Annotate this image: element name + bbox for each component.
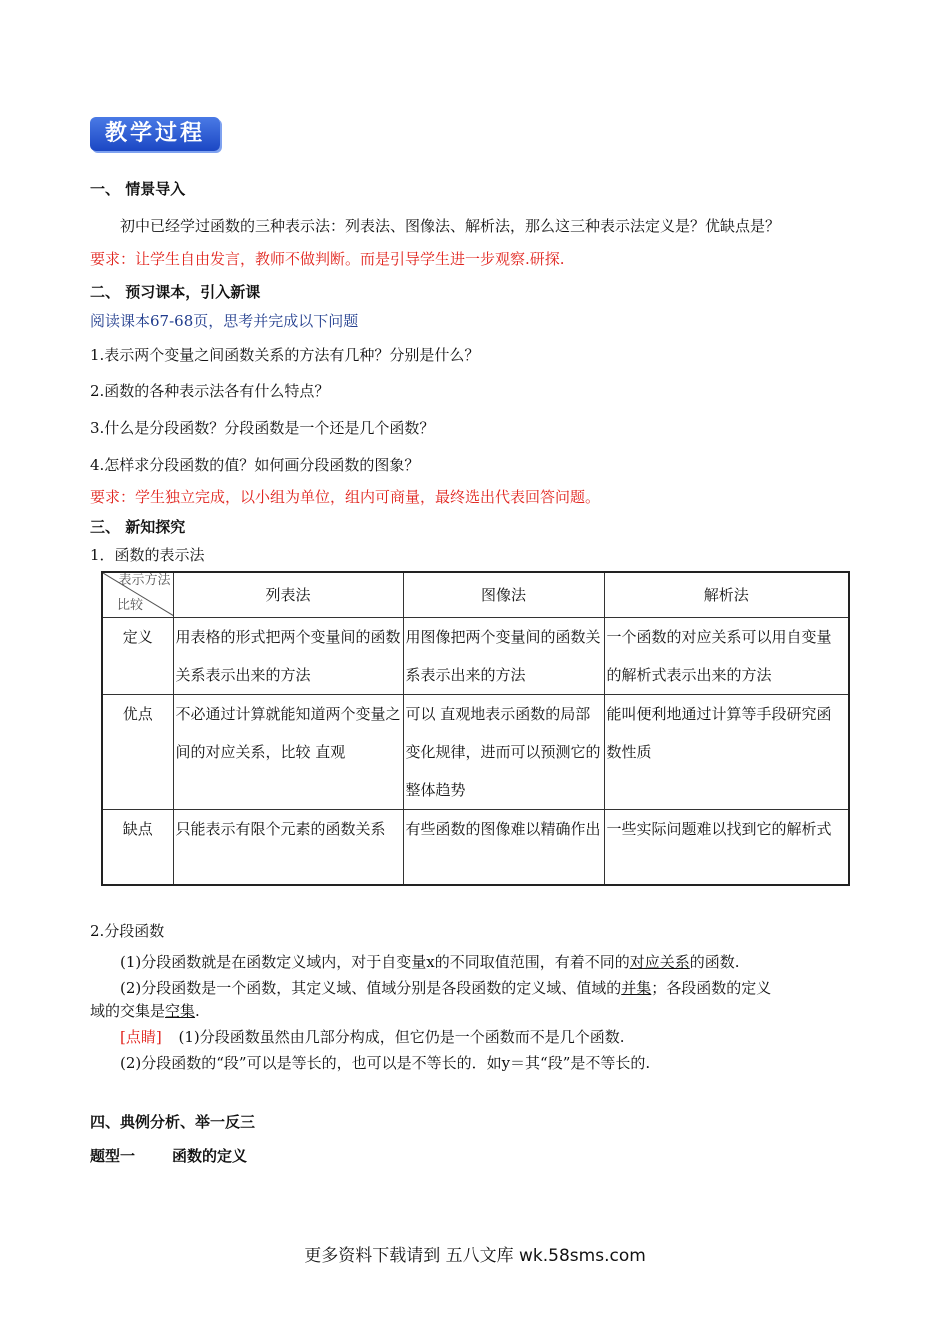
corner-bottom-label: 比较	[117, 598, 144, 613]
text: ；各段函数的定义	[651, 979, 772, 997]
text: 的函数.	[689, 953, 740, 971]
table-cell: 一些实际问题难以找到它的解析式	[604, 809, 849, 885]
table-cell: 不必通过计算就能知道两个变量之间的对应关系，比较 直观	[173, 694, 403, 809]
section-banner: 教学过程	[90, 117, 220, 151]
term-empty-set: 空集	[165, 1002, 196, 1020]
row-label-advantages: 优点	[102, 694, 173, 809]
table-cell: 能叫便利地通过计算等手段研究函数性质	[604, 694, 849, 809]
problem-type-name: 函数的定义	[172, 1147, 248, 1165]
table-corner-cell	[102, 572, 173, 617]
table-row	[102, 809, 849, 885]
table-cell: 可以 直观地表示函数的局部变化规律，进而可以预测它的整体趋势	[403, 694, 604, 809]
problem-type-label: 题型一	[90, 1147, 136, 1165]
header-graph-method: 图像法	[403, 572, 604, 617]
question-1: 1.表示两个变量之间函数关系的方法有几种？分别是什么？	[90, 346, 480, 364]
table-cell: 一个函数的对应关系可以用自变量的解析式表示出来的方法	[604, 617, 849, 694]
tip-line-1	[120, 1026, 625, 1047]
row-label-definition: 定义	[102, 617, 173, 694]
text: 域的交集是	[90, 1002, 166, 1020]
section-2-title: 二、 预习课本，引入新课	[90, 283, 261, 301]
footer-text: 更多资料下载请到 五八文库 wk.58sms.com	[304, 1246, 646, 1266]
section-4-title: 四、典例分析、举一反三	[90, 1113, 256, 1131]
row-label-disadvantages: 缺点	[102, 809, 173, 885]
term-union: 并集	[621, 979, 652, 997]
section-1-paragraph: 初中已经学过函数的三种表示法：列表法、图像法、解析法，那么这三种表示法定义是？优缺点是？	[120, 217, 781, 235]
header-list-method: 列表法	[173, 572, 403, 617]
piecewise-definition	[120, 951, 740, 972]
tip-text: (1)分段函数虽然由几部分构成，但它仍是一个函数而不是几个函数.	[178, 1028, 625, 1046]
section-1-title: 一、 情景导入	[90, 180, 186, 198]
table-cell: 用表格的形式把两个变量间的函数关系表示出来的方法	[173, 617, 403, 694]
piecewise-domain-line-1	[120, 977, 771, 998]
table-cell: 只能表示有限个元素的函数关系	[173, 809, 403, 885]
text: .	[195, 1002, 200, 1020]
piecewise-domain-line-2	[90, 1000, 200, 1021]
subsection-function-representation: 1．函数的表示法	[90, 546, 205, 564]
tip-tag: [点睛]	[120, 1028, 162, 1046]
comparison-table	[101, 571, 850, 886]
table-row	[102, 617, 849, 694]
subsection-piecewise-function: 2.分段函数	[90, 922, 165, 940]
question-4: 4.怎样求分段函数的值？如何画分段函数的图象？	[90, 456, 420, 474]
term-correspondence: 对应关系	[629, 953, 690, 971]
table-cell: 用图像把两个变量间的函数关系表示出来的方法	[403, 617, 604, 694]
text: (1)分段函数就是在函数定义域内，对于自变量x的不同取值范围，有着不同的	[120, 953, 630, 971]
section-3-title: 三、 新知探究	[90, 518, 186, 536]
header-analytic-method: 解析法	[604, 572, 849, 617]
text: (2)分段函数是一个函数，其定义域、值域分别是各段函数的定义域、值域的	[120, 979, 622, 997]
table-row	[102, 694, 849, 809]
question-2: 2.函数的各种表示法各有什么特点？	[90, 382, 330, 400]
section-2-requirement: 要求：学生独立完成，以小组为单位，组内可商量，最终选出代表回答问题。	[90, 488, 601, 506]
tip-line-2: (2)分段函数的“段”可以是等长的，也可以是不等长的．如y＝其“段”是不等长的.	[120, 1054, 651, 1072]
section-1-requirement: 要求：让学生自由发言，教师不做判断。而是引导学生进一步观察.研探.	[90, 250, 565, 268]
question-3: 3.什么是分段函数？分段函数是一个还是几个函数？	[90, 419, 435, 437]
corner-top-label: 表示方法	[118, 573, 171, 588]
table-cell: 有些函数的图像难以精确作出	[403, 809, 604, 885]
reading-assignment: 阅读课本67-68页，思考并完成以下问题	[90, 312, 359, 330]
